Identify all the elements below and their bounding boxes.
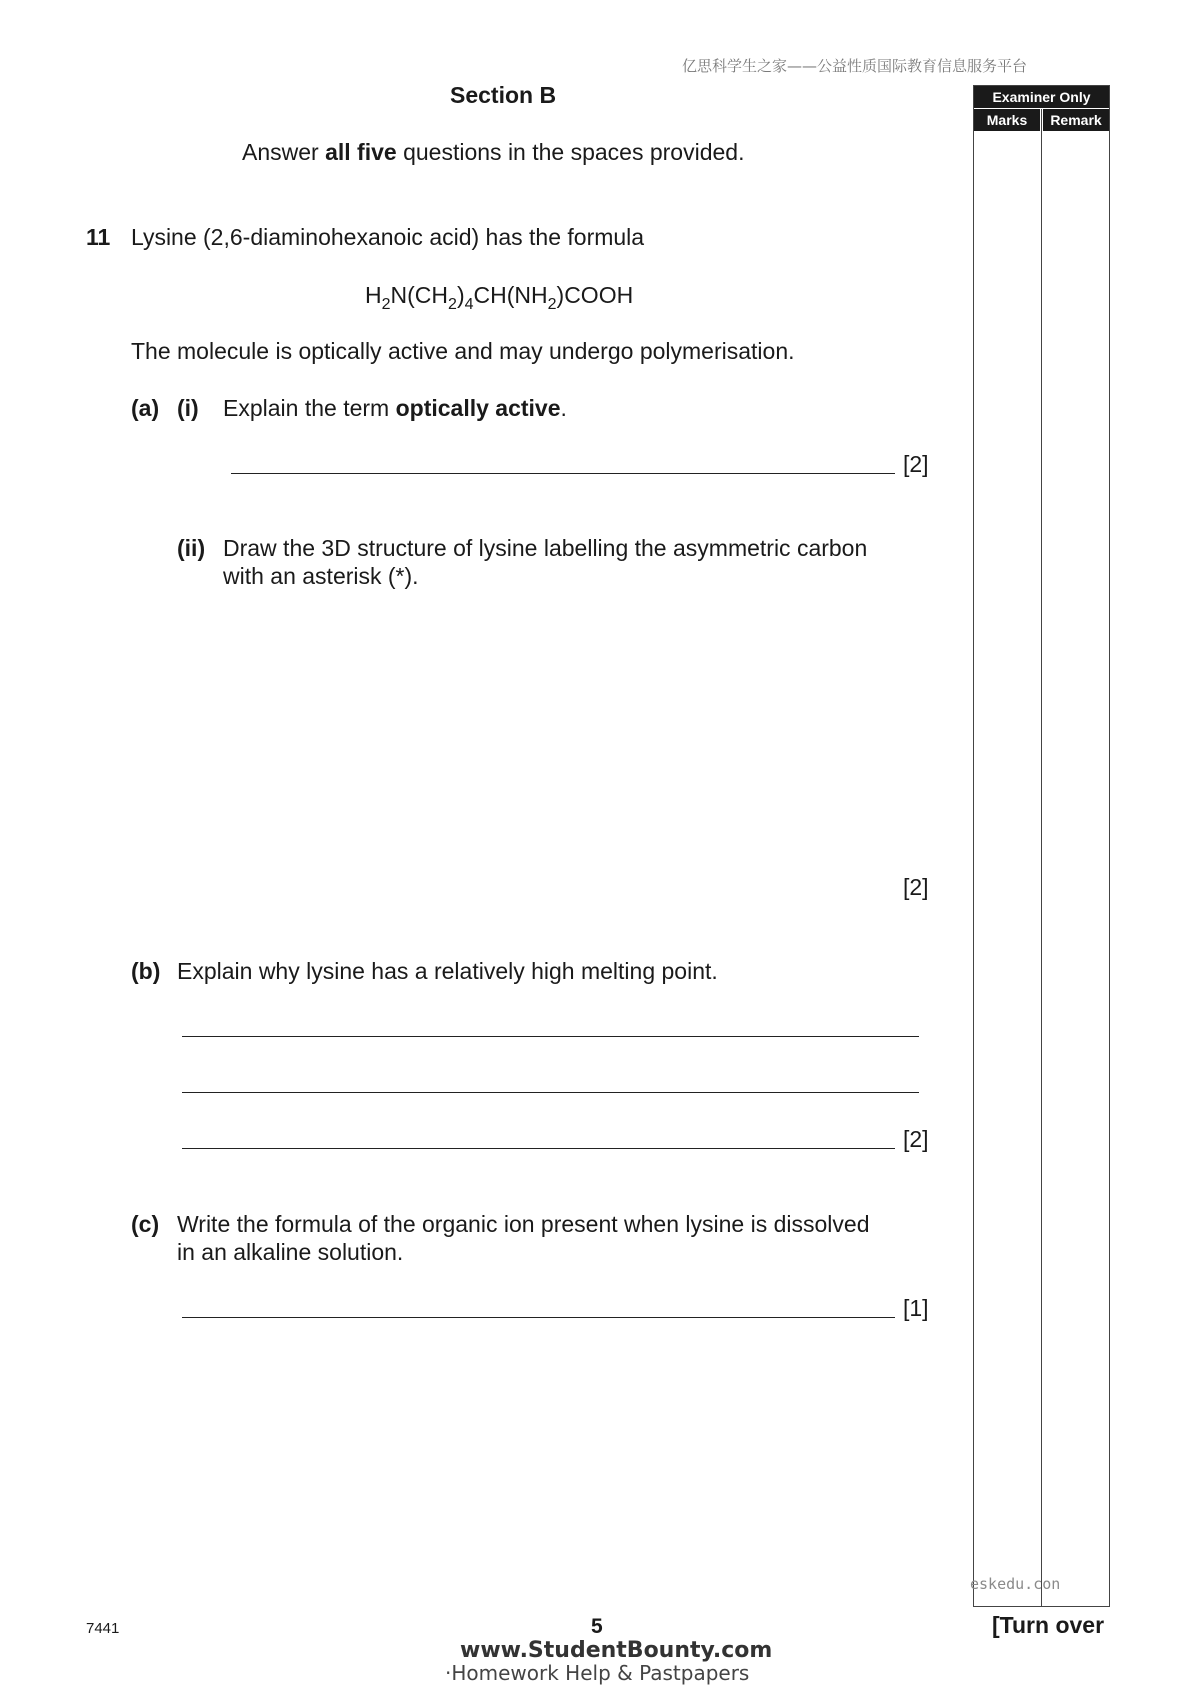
part-c-question-line2: in an alkaline solution. — [177, 1239, 404, 1265]
marks-column-header: Marks — [974, 109, 1040, 131]
marks-a-i: [2] — [903, 451, 929, 477]
part-a-i-label: (i) — [177, 395, 199, 421]
examiner-only-box — [973, 85, 1110, 1607]
marks-a-ii: [2] — [903, 874, 929, 900]
part-b-question: Explain why lysine has a relatively high melting point. — [177, 958, 718, 984]
question-number: 11 — [86, 224, 111, 250]
answer-line-a-i[interactable] — [231, 473, 895, 474]
part-a-i-question: Explain the term optically active. — [223, 395, 567, 421]
remark-column-header: Remark — [1043, 109, 1109, 131]
page-number: 5 — [591, 1615, 603, 1638]
studentbounty-tagline: ·Homework Help & Pastpapers — [445, 1661, 750, 1685]
answer-line-c[interactable] — [182, 1317, 895, 1318]
part-a-ii-label: (ii) — [177, 535, 206, 561]
section-title: Section B — [450, 82, 557, 108]
answer-line-b-2[interactable] — [182, 1092, 919, 1093]
marks-b: [2] — [903, 1126, 929, 1152]
part-a-ii-question-line1: Draw the 3D structure of lysine labelling the asymmetric carbon — [223, 535, 868, 561]
part-c-label: (c) — [131, 1211, 160, 1237]
examiner-column-divider — [1041, 109, 1042, 1606]
examiner-only-title: Examiner Only — [974, 86, 1109, 108]
section-instruction: Answer all five questions in the spaces provided. — [242, 139, 745, 165]
drawing-area-a-ii[interactable] — [223, 600, 893, 850]
footer-watermark: eskedu.con — [970, 1575, 1061, 1593]
lysine-formula: $H_2N(CH_2)_4CH(NH_2)COOH$ — [365, 282, 634, 313]
part-c-question-line1: Write the formula of the organic ion present when lysine is dissolved — [177, 1211, 870, 1237]
part-a-ii-question-line2: with an asterisk (*). — [223, 563, 419, 589]
part-a-label: (a) — [131, 395, 160, 421]
question-intro: Lysine (2,6-diaminohexanoic acid) has the formula — [131, 224, 645, 250]
studentbounty-url: www.StudentBounty.com — [460, 1638, 773, 1663]
paper-code: 7441 — [86, 1620, 120, 1637]
answer-line-b-3[interactable] — [182, 1148, 895, 1149]
header-watermark: 亿思科学生之家——公益性质国际教育信息服务平台 — [682, 57, 1028, 75]
turn-over-label: [Turn over — [992, 1612, 1105, 1638]
part-b-label: (b) — [131, 958, 161, 984]
molecule-statement: The molecule is optically active and may undergo polymerisation. — [131, 338, 795, 364]
answer-line-b-1[interactable] — [182, 1036, 919, 1037]
marks-c: [1] — [903, 1295, 929, 1321]
